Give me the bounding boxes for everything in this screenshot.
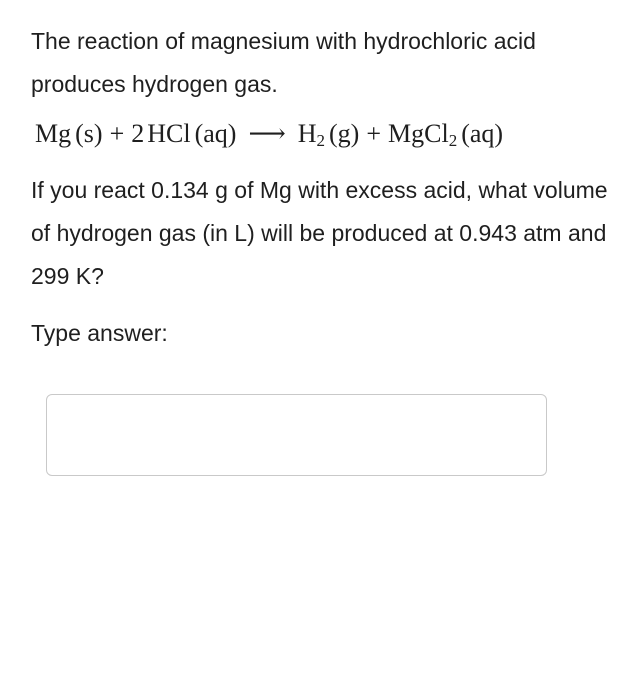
reactant-mg: Mg [35, 119, 72, 148]
product-mgcl2-base: MgCl [388, 119, 449, 148]
reaction-arrow: ⟶ [248, 119, 286, 148]
plus-sign: + [109, 119, 125, 148]
chemical-equation [35, 118, 616, 157]
product-h2-state: (g) [329, 119, 360, 148]
product-h2-subscript: 2 [316, 131, 325, 150]
product-mgcl2 [388, 119, 457, 148]
product-mgcl2-state: (aq) [461, 119, 504, 148]
answer-label: Type answer: [31, 320, 168, 346]
question-intro: The reaction of magnesium with hydrochloric acid produces hydrogen gas. [31, 28, 536, 97]
product-mgcl2-subscript: 2 [448, 131, 458, 150]
reactant-hcl: HCl [147, 119, 191, 148]
reactant-hcl-state: (aq) [194, 119, 237, 148]
plus-sign: + [366, 119, 381, 148]
question-block [31, 20, 616, 298]
reactant-mg-state: (s) [75, 119, 103, 148]
question-body: If you react 0.134 g of Mg with excess acid, what volume of hydrogen gas (in L) will be produced at 0.943 atm and 299 K? [31, 177, 608, 289]
product-h2-base: H [297, 119, 317, 148]
answer-input[interactable] [46, 394, 547, 476]
product-h2 [298, 119, 325, 148]
coefficient-hcl: 2 [131, 119, 145, 148]
